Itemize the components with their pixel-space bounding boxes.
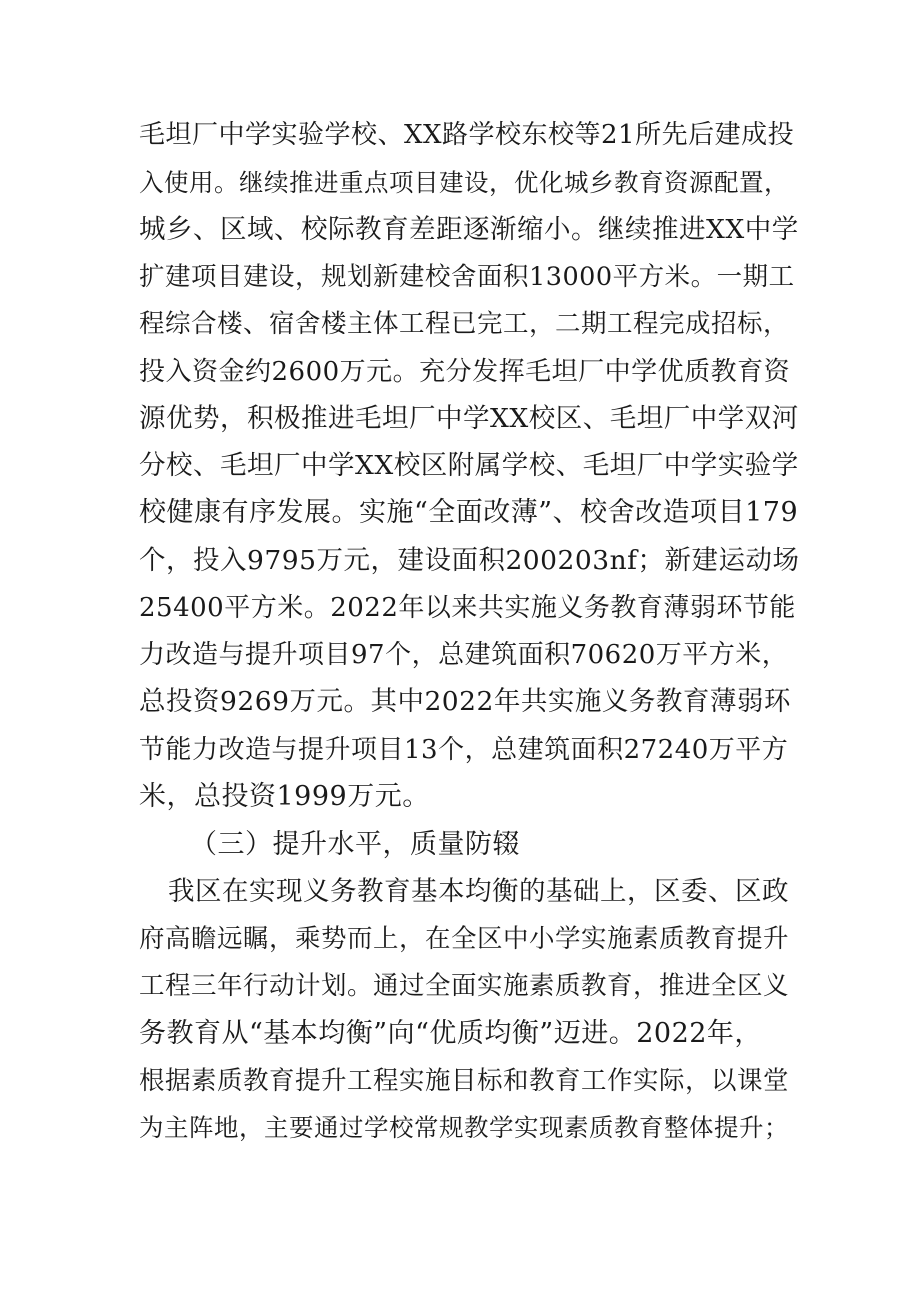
text-line-21: 根据素质教育提升工程实施目标和教育工作实际，以课堂 <box>139 1066 790 1096</box>
text-line-3: 城乡、区域、校际教育差距逐渐缩小。继续推进XX中学 <box>139 214 799 245</box>
text-line-22: 为主阵地，主要通过学校常规教学实现素质教育整体提升； <box>139 1113 789 1142</box>
text-line-13: 总投资9269万元。其中2022年共实施义务教育薄弱环 <box>139 686 791 717</box>
text-line-19: 工程三年行动计划。通过全面实施素质教育，推进全区义 <box>139 971 790 1001</box>
text-line-9: 校健康有序发展。实施“全面改薄”、校舍改造项目179 <box>139 497 799 528</box>
text-line-5: 程综合楼、宿舍楼主体工程已完工，二期工程完成招标， <box>139 309 790 339</box>
text-line-12: 力改造与提升项目97个，总建筑面积70620万平方米， <box>139 640 789 670</box>
text-line-15: 米，总投资1999万元。 <box>139 781 430 812</box>
text-line-7: 源优势，积极推进毛坦厂中学XX校区、毛坦厂中学双河 <box>139 403 799 434</box>
text-line-10: 个，投入9795万元，建设面积200203nf；新建运动场 <box>139 545 800 576</box>
text-line-18: 府高瞻远瞩，乘势而上，在全区中小学实施素质教育提升 <box>139 924 790 954</box>
text-line-20: 务教育从“基本均衡”向“优质均衡”迈进。2022年， <box>139 1018 762 1049</box>
text-line-17: 我区在实现义务教育基本均衡的基础上，区委、区政 <box>168 876 789 907</box>
text-line-1: 毛坦厂中学实验学校、XX路学校东校等21所先后建成投 <box>139 120 795 150</box>
text-line-2: 入使用。继续推进重点项目建设，优化城乡教育资源配置， <box>139 168 789 197</box>
text-line-11: 25400平方米。2022年以来共实施义务教育薄弱环节能 <box>139 593 796 623</box>
section-heading: （三）提升水平，质量防辍 <box>190 829 520 860</box>
text-line-4: 扩建项目建设，规划新建校舍面积13000平方米。一期工 <box>139 262 795 292</box>
text-line-6: 投入资金约2600万元。充分发挥毛坦厂中学优质教育资 <box>139 357 791 387</box>
text-line-14: 节能力改造与提升项目13个，总建筑面积27240万平方 <box>139 735 789 765</box>
text-line-8: 分校、毛坦厂中学XX校区附属学校、毛坦厂中学实验学 <box>139 450 799 481</box>
